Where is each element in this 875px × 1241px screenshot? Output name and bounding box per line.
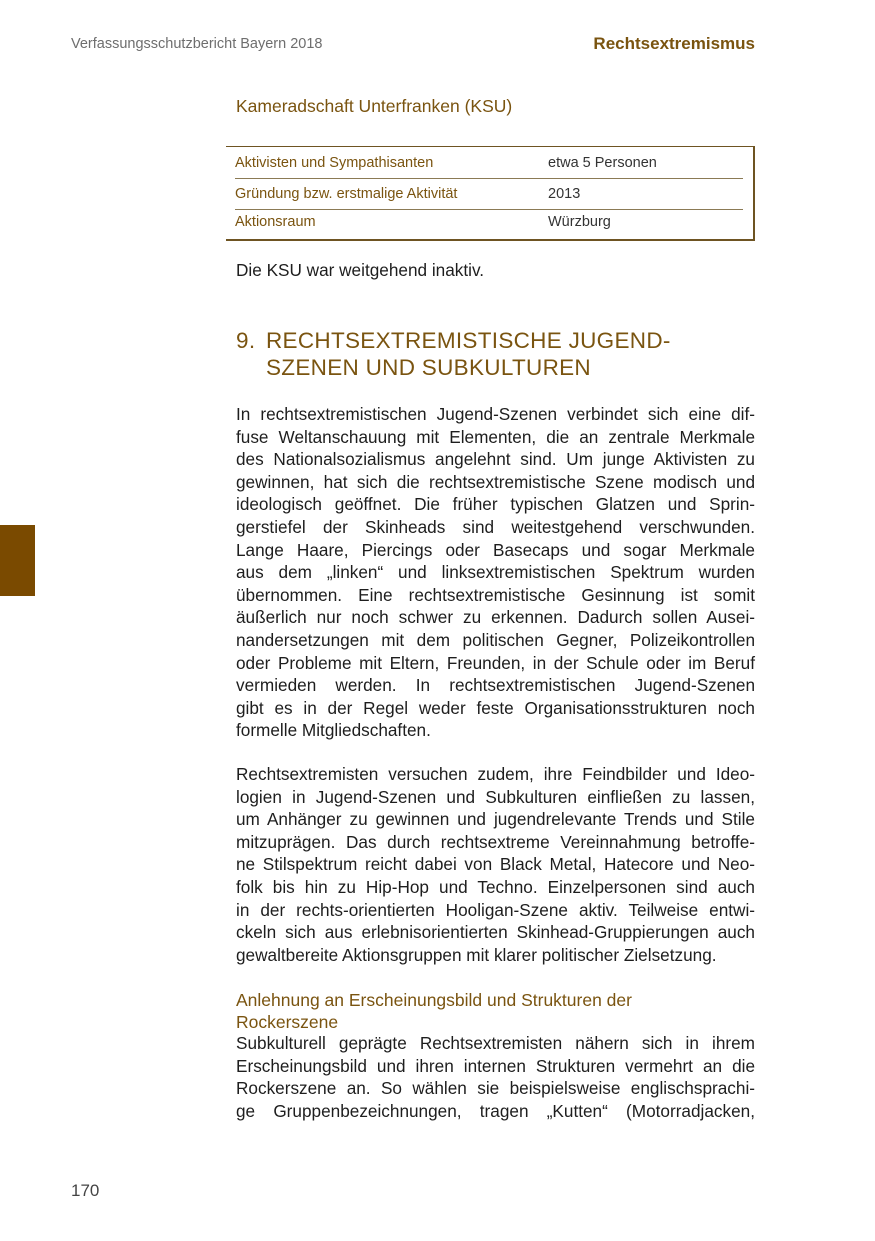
text-line: ckeln sich aus erlebnisorientierten Skinhead-Gruppierungen auch [236,922,755,943]
text-line: nandersetzungen mit dem politischen Gegner, Polizeikontrollen [236,629,755,650]
text-line: mitzuprägen. Das durch rechtsextreme Vereinnahmung betroffe- [236,831,755,852]
text-line: gewinnen, hat sich die rechtsextremistische Szene modisch und [236,471,755,492]
chapter-title-line-2: SZENEN UND SUBKULTUREN [266,355,591,380]
paragraph-2 [236,763,755,966]
section-title: Kameradschaft Unterfranken (KSU) [236,96,513,116]
text-line: ge Gruppenbezeichnungen, tragen „Kutten“ (Motorradjacken, [236,1100,755,1121]
fact-label: Gründung bzw. erstmalige Aktivität [235,186,458,202]
fact-row [235,149,743,179]
text-line: in der rechts-orientierten Hooligan-Szene aktiv. Teilweise entwi- [236,899,755,920]
fact-box [226,146,755,241]
text-line: folk bis hin zu Hip-Hop und Techno. Einzelpersonen sind auch [236,876,755,897]
text-line: In rechtsextremistischen Jugend-Szenen verbindet sich eine dif- [236,404,755,424]
text-line: gerstiefel der Skinheads sind weitestgehend verschwunden. [236,516,755,537]
text-line: vermieden werden. In rechtsextremistischen Jugend-Szenen [236,675,755,696]
fact-row [235,208,743,237]
text-line: Rockerszene an. So wählen sie beispielsweise englischsprachi- [236,1078,755,1099]
text-line: gibt es in der Regel weder feste Organisationsstrukturen noch [236,697,755,718]
text-line: ne Stilspektrum reicht dabei von Black Metal, Hatecore und Neo- [236,854,755,875]
fact-value: Würzburg [548,214,611,230]
running-header-title: Verfassungsschutzbericht Bayern 2018 [71,36,323,52]
subheading [236,989,755,1033]
subheading-line-1: Anlehnung an Erscheinungsbild und Strukturen der [236,990,632,1010]
text-line: übernommen. Eine rechtsextremistische Gesinnung ist somit [236,584,755,605]
fact-row [235,180,743,210]
section-note: Die KSU war weitgehend inaktiv. [236,260,485,280]
fact-label: Aktivisten und Sympathisanten [235,155,434,171]
text-line: Rechtsextremisten versuchen zudem, ihre Feindbilder und Ideo- [236,764,755,784]
text-line: formelle Mitgliedschaften. [236,720,431,741]
fact-value: etwa 5 Personen [548,155,657,171]
text-line: Erscheinungsbild und ihren internen Strukturen vermehrt an die [236,1055,755,1076]
chapter-thumb-tab [0,525,35,596]
chapter-heading [236,327,755,381]
text-line: oder Probleme mit Eltern, Freunden, in der Schule oder im Beruf [236,652,755,673]
text-line: logien in Jugend-Szenen und Subkulturen einfließen zu lassen, [236,786,755,807]
chapter-number: 9. [236,328,256,353]
text-line: Subkulturell geprägte Rechtsextremisten nähern sich in ihrem [236,1033,755,1053]
text-line: aus dem „linken“ und linksextremistischen Spektrum wurden [236,562,755,583]
text-line: äußerlich nur noch schwer zu erkennen. Dadurch sollen Ausei- [236,607,755,628]
fact-label: Aktionsraum [235,214,316,230]
text-line: fuse Weltanschauung mit Elementen, die an zentrale Merkmale [236,426,755,447]
text-line: um Anhänger zu gewinnen und jugendrelevante Trends und Stile [236,809,755,830]
paragraph-1 [236,403,755,742]
paragraph-3 [236,1032,755,1122]
page-number: 170 [71,1181,100,1200]
text-line: des Nationalsozialismus angelehnt sind. Um junge Aktivisten zu [236,449,755,470]
fact-value: 2013 [548,186,581,202]
text-line: gewaltbereite Aktionsgruppen mit klarer politischer Zielsetzung. [236,944,717,965]
chapter-title-line-1: RECHTSEXTREMISTISCHE JUGEND- [266,328,671,353]
running-header-section: Rechtsextremismus [593,34,755,53]
subheading-line-2: Rockerszene [236,1012,339,1032]
text-line: Lange Haare, Piercings oder Basecaps und sogar Merkmale [236,539,755,560]
text-line: ideologisch geöffnet. Die früher typischen Glatzen und Sprin- [236,494,755,515]
